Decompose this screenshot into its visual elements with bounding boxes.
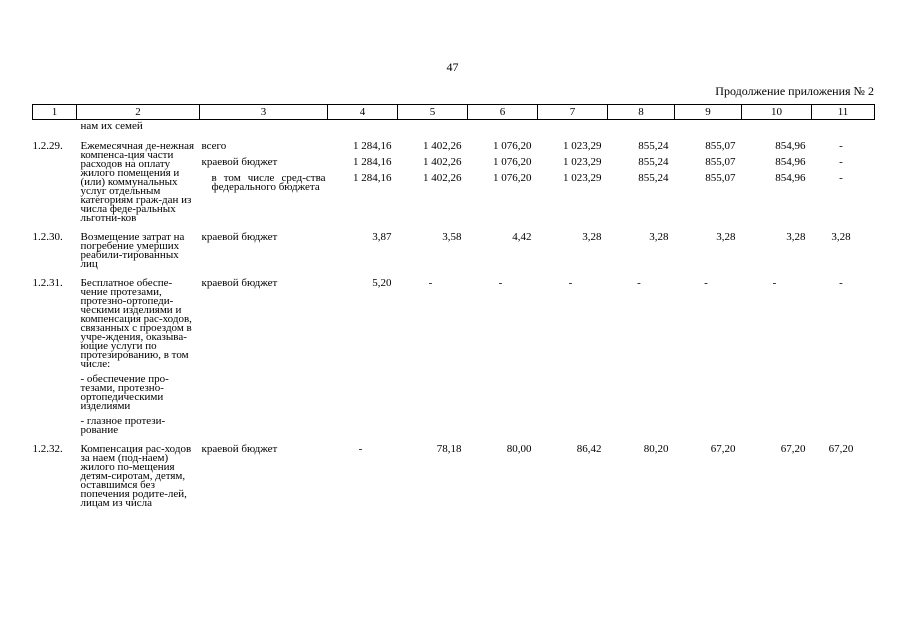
value-cell: - xyxy=(568,277,573,289)
value-cell: 1 284,16 xyxy=(353,172,392,184)
row-name-text: Компенсация рас-ходов за наем (под-наем) жилого по-мещения детям-сиротам, детям, оставшимся без попечения родите-лей, лицам из числа xyxy=(80,443,192,509)
value-column-9 xyxy=(675,277,742,435)
value-column-7 xyxy=(538,231,608,269)
value-column-7 xyxy=(538,277,608,435)
value-cell: 1 402,26 xyxy=(423,156,462,168)
value-cell: 1 284,16 xyxy=(353,156,392,168)
value-column-5 xyxy=(398,231,468,269)
funding-source: всего xyxy=(201,140,227,152)
value-cell: 3,28 xyxy=(786,231,806,243)
value-cell: 1 284,16 xyxy=(353,140,392,152)
table-row xyxy=(33,140,875,223)
value-cell: - xyxy=(839,277,843,289)
row-code: 1.2.31. xyxy=(32,277,63,289)
value-cell: - xyxy=(704,277,708,289)
value-cell: 3,28 xyxy=(831,231,851,243)
carry-over-code xyxy=(33,120,77,133)
value-cell: 3,87 xyxy=(372,231,392,243)
funding-source: краевой бюджет xyxy=(201,443,278,455)
value-cell: 854,96 xyxy=(775,156,806,168)
row-name-text: Бесплатное обеспе-чение протезами, протезно-ортопеди-ческими изделиями и компенсация рас-ходов, связанных с проездом в учре-ждения, оказыва-ющие услуги по протезированию, в том числе: xyxy=(80,277,192,370)
budget-table xyxy=(32,104,875,508)
value-column-11 xyxy=(812,231,875,269)
value-column-6 xyxy=(468,140,538,223)
value-cell: 854,96 xyxy=(775,140,806,152)
value-column-11 xyxy=(812,443,875,508)
row-funding-sources xyxy=(200,140,328,223)
value-cell: 855,24 xyxy=(638,140,669,152)
row-funding-sources xyxy=(200,443,328,508)
value-cell: 67,20 xyxy=(710,443,736,455)
value-column-6 xyxy=(468,443,538,508)
funding-source: краевой бюджет xyxy=(201,277,278,289)
value-column-9 xyxy=(675,140,742,223)
column-header-8: 8 xyxy=(608,105,675,120)
value-cell: 1 076,20 xyxy=(493,140,532,152)
column-header-1: 1 xyxy=(33,105,77,120)
value-cell: - xyxy=(772,277,777,289)
value-cell: 855,07 xyxy=(705,172,736,184)
row-name-text: Ежемесячная де-нежная компенса-ция части расходов на оплату жилого помещения и (или) коммунальных услуг отдельным категориям граж-дан из числа феде-ральных льготни-ков xyxy=(80,140,195,224)
appendix-continuation-label: Продолжение приложения № 2 xyxy=(715,84,874,98)
value-cell: 67,20 xyxy=(780,443,806,455)
row-name xyxy=(77,277,200,435)
value-column-10 xyxy=(742,140,812,223)
value-cell: 855,07 xyxy=(705,140,736,152)
value-column-7 xyxy=(538,443,608,508)
value-column-8 xyxy=(608,277,675,435)
value-cell: 1 023,29 xyxy=(563,172,602,184)
funding-source: краевой бюджет xyxy=(201,156,278,168)
value-cell: 3,58 xyxy=(442,231,462,243)
value-cell: 1 076,20 xyxy=(493,156,532,168)
header-row xyxy=(33,105,875,120)
value-cell: 855,24 xyxy=(638,172,669,184)
column-header-5: 5 xyxy=(398,105,468,120)
value-column-8 xyxy=(608,231,675,269)
value-column-10 xyxy=(742,231,812,269)
value-cell: - xyxy=(498,277,503,289)
value-column-4 xyxy=(328,231,398,269)
row-code: 1.2.32. xyxy=(32,443,63,455)
value-cell: 1 402,26 xyxy=(423,140,462,152)
value-column-11 xyxy=(812,140,875,223)
table-row xyxy=(33,443,875,508)
column-header-11: 11 xyxy=(812,105,875,120)
value-column-5 xyxy=(398,140,468,223)
value-column-8 xyxy=(608,443,675,508)
value-column-4 xyxy=(328,443,398,508)
value-cell: - xyxy=(839,140,843,152)
carry-over-row xyxy=(33,120,875,133)
table-row xyxy=(33,277,875,435)
value-cell: - xyxy=(637,277,641,289)
value-column-9 xyxy=(675,443,742,508)
value-cell: 1 023,29 xyxy=(563,156,602,168)
column-header-10: 10 xyxy=(742,105,812,120)
carry-over-text: нам их семей xyxy=(80,120,143,132)
value-cell: - xyxy=(839,156,843,168)
value-column-10 xyxy=(742,277,812,435)
value-cell: - xyxy=(428,277,433,289)
value-column-10 xyxy=(742,443,812,508)
column-header-9: 9 xyxy=(675,105,742,120)
value-column-5 xyxy=(398,443,468,508)
value-cell: 3,28 xyxy=(716,231,736,243)
value-cell: 5,20 xyxy=(372,277,392,289)
value-cell: 67,20 xyxy=(828,443,854,455)
row-name xyxy=(77,231,200,269)
value-cell: 3,28 xyxy=(582,231,602,243)
value-cell: 3,28 xyxy=(649,231,669,243)
value-cell: 855,24 xyxy=(638,156,669,168)
row-funding-sources xyxy=(200,277,328,435)
row-code: 1.2.29. xyxy=(32,140,63,152)
value-column-11 xyxy=(812,277,875,435)
value-column-4 xyxy=(328,277,398,435)
row-code: 1.2.30. xyxy=(32,231,63,243)
row-sub-item: - обеспечение про-тезами, протезно-ортопедическими изделиями xyxy=(80,373,169,412)
column-header-2: 2 xyxy=(77,105,200,120)
value-cell: - xyxy=(839,172,843,184)
value-cell: 4,42 xyxy=(512,231,532,243)
column-header-6: 6 xyxy=(468,105,538,120)
column-header-7: 7 xyxy=(538,105,608,120)
row-name-text: Возмещение затрат на погребение умерших реабили-тированных лиц xyxy=(80,231,185,270)
value-cell: 1 402,26 xyxy=(423,172,462,184)
value-cell: 86,42 xyxy=(576,443,602,455)
funding-source: краевой бюджет xyxy=(201,231,278,243)
column-header-4: 4 xyxy=(328,105,398,120)
column-header-3: 3 xyxy=(200,105,328,120)
funding-source: в том числе сред-ства федерального бюджета xyxy=(211,172,326,193)
row-name xyxy=(77,443,200,508)
value-column-7 xyxy=(538,140,608,223)
value-cell: 1 076,20 xyxy=(493,172,532,184)
value-column-5 xyxy=(398,277,468,435)
page-number: 47 xyxy=(446,60,459,74)
value-cell: 80,20 xyxy=(643,443,669,455)
value-cell: 80,00 xyxy=(506,443,532,455)
value-cell: 78,18 xyxy=(436,443,462,455)
value-cell: 855,07 xyxy=(705,156,736,168)
row-sub-item: - глазное протези-рование xyxy=(80,415,166,436)
value-cell: 854,96 xyxy=(775,172,806,184)
value-column-4 xyxy=(328,140,398,223)
value-column-9 xyxy=(675,231,742,269)
value-cell: - xyxy=(358,443,363,455)
value-column-6 xyxy=(468,231,538,269)
row-name xyxy=(77,140,200,223)
table-row xyxy=(33,231,875,269)
value-cell: 1 023,29 xyxy=(563,140,602,152)
row-funding-sources xyxy=(200,231,328,269)
value-column-6 xyxy=(468,277,538,435)
value-column-8 xyxy=(608,140,675,223)
